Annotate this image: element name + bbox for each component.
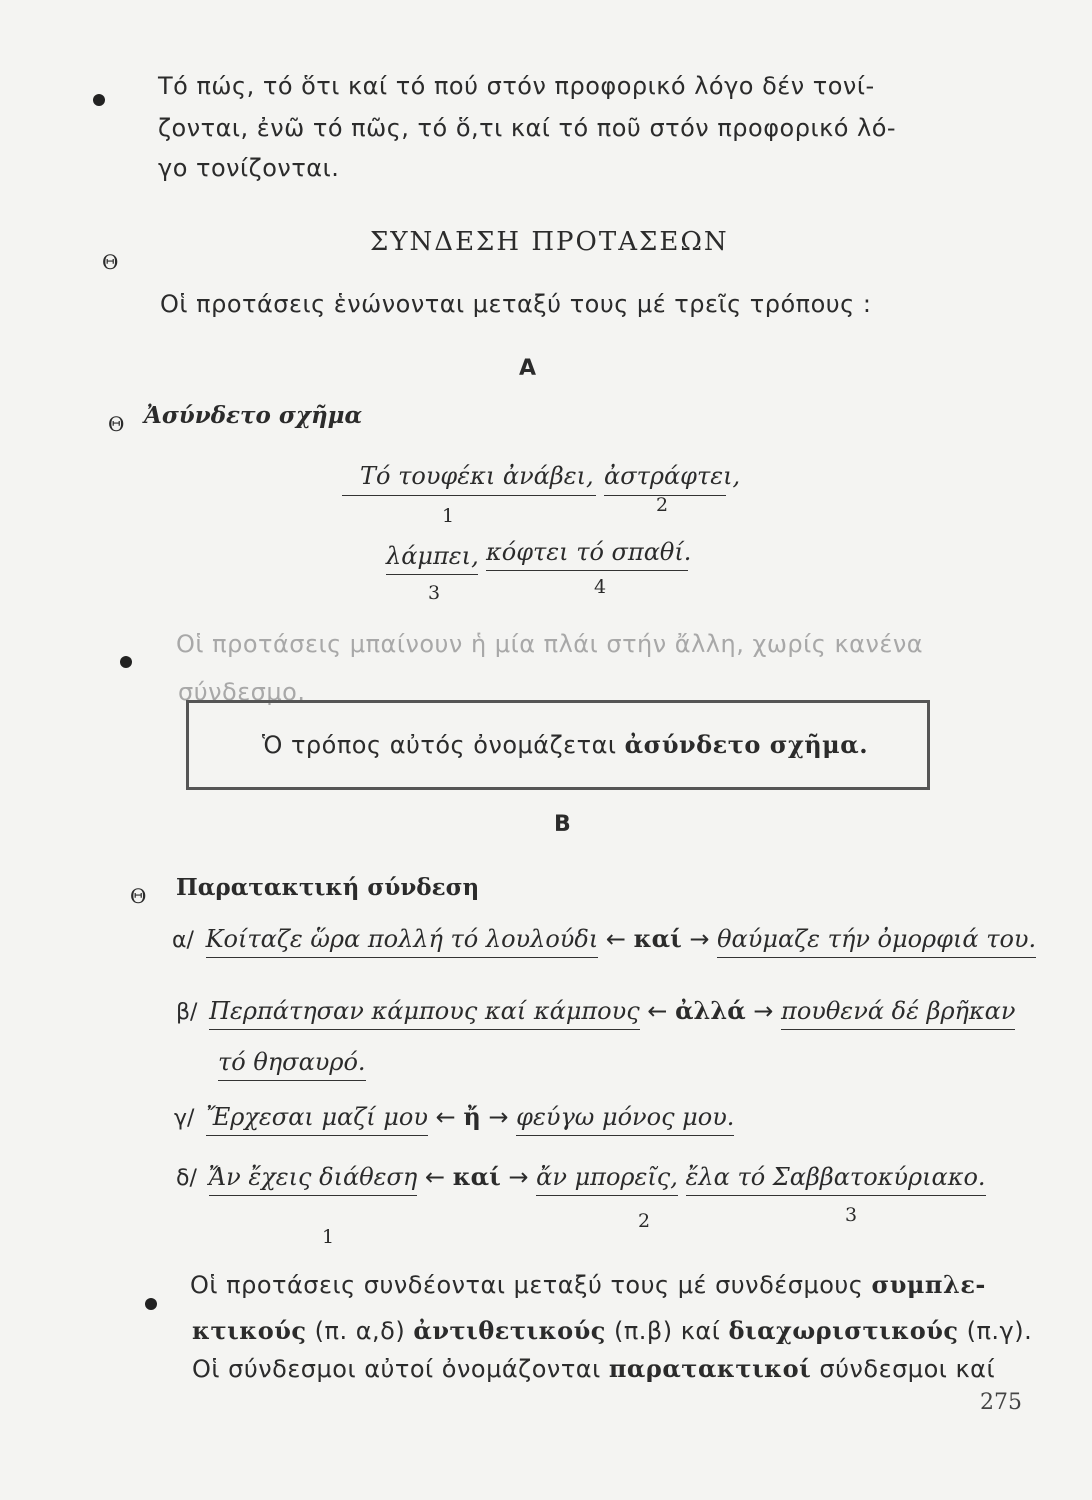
conjunction: καί xyxy=(633,924,682,953)
conjunction: καί xyxy=(452,1162,501,1191)
final-line-1 xyxy=(190,1270,986,1299)
asyndeton-clause-4: κόφτει τό σπαθί. xyxy=(486,538,692,566)
term-adversative: ἀντιθετικούς xyxy=(413,1316,606,1345)
arrow-right: → xyxy=(753,997,774,1025)
part-b-heading: Παρατακτική σύνδεση xyxy=(176,874,480,901)
example-letter: δ/ xyxy=(176,1166,197,1191)
clause-number-3: 3 xyxy=(428,582,441,604)
clause-number-3: 3 xyxy=(845,1204,858,1226)
final-text: (π.β) καί xyxy=(605,1317,729,1345)
arrow-right: → xyxy=(488,1103,509,1131)
section-title: ΣΥΝΔΕΣΗ ΠΡΟΤΑΣΕΩΝ xyxy=(370,227,729,257)
bullet xyxy=(145,1298,157,1310)
coordinate-clause-continued: τό θησαυρό. xyxy=(218,1048,366,1081)
asyndeton-clause-1: Τό τουφέκι ἀνάβει, xyxy=(360,462,594,490)
clause-number-1: 1 xyxy=(442,505,455,527)
main-clause: Περπάτησαν κάμπους καί κάμπους xyxy=(209,997,640,1030)
conjunction: ἤ xyxy=(463,1102,481,1131)
example-alpha xyxy=(172,924,1036,953)
clause-number-2: 2 xyxy=(638,1210,651,1232)
underline-4 xyxy=(486,570,688,571)
asyndeton-note-line-1 xyxy=(176,630,923,658)
definition-text xyxy=(262,730,868,759)
part-b-marker: Θ xyxy=(130,884,147,908)
arrow-left: ← xyxy=(605,925,626,953)
arrow-right: → xyxy=(508,1163,529,1191)
final-line-3 xyxy=(192,1354,995,1383)
coordinate-clause: φεύγω μόνος μου. xyxy=(516,1103,734,1136)
asyndeton-clause-2: ἀστράφτει, xyxy=(604,462,741,490)
underline-3 xyxy=(386,574,478,575)
asyndeton-clause-3: λάμπει, xyxy=(386,542,479,570)
bullet xyxy=(93,94,105,106)
term-paratactic: παρατακτικοί xyxy=(608,1354,812,1383)
part-b-label: Β xyxy=(554,812,571,837)
final-text: Οἱ προτάσεις συνδέονται μεταξύ τους μέ συνδέσμους xyxy=(190,1271,872,1299)
clause-number-1: 1 xyxy=(322,1226,335,1248)
final-text: σύνδεσμοι καί xyxy=(811,1355,996,1383)
intro-line-2: ζονται, ἐνῶ τό πῶς, τό ὅ,τι καί τό ποῦ στόν προφορικό λό- xyxy=(158,114,897,142)
arrow-right: → xyxy=(689,925,710,953)
intro-line-3: γο τονίζονται. xyxy=(158,154,340,182)
definition-term: ἀσύνδετο σχῆμα. xyxy=(624,730,869,759)
final-line-2 xyxy=(192,1316,1032,1345)
coordinate-clause: πουθενά δέ βρῆκαν xyxy=(781,997,1015,1030)
underline-1 xyxy=(342,495,596,496)
coordinate-clause: ἔλα τό Σαββατοκύριακο. xyxy=(686,1163,986,1196)
term-copulative: συμπλε- xyxy=(871,1270,986,1299)
example-beta-continuation xyxy=(218,1048,366,1076)
coordinate-clause: ἄν μπορεῖς, xyxy=(536,1163,678,1196)
bullet xyxy=(120,656,132,668)
page-number: 275 xyxy=(980,1390,1022,1415)
conjunction: ἀλλά xyxy=(675,996,746,1025)
term-copulative-cont: κτικούς xyxy=(192,1316,307,1345)
part-a-label: Α xyxy=(519,356,537,381)
example-beta xyxy=(176,996,1015,1025)
asyndeton-note-line-2: σύνδεσμο. xyxy=(178,678,306,706)
example-letter: α/ xyxy=(172,928,194,953)
clause-number-2: 2 xyxy=(656,494,669,516)
section-marker: Θ xyxy=(102,250,119,274)
clause-number-4: 4 xyxy=(594,576,607,598)
example-delta xyxy=(176,1162,986,1191)
arrow-left: ← xyxy=(647,997,668,1025)
final-text: (π.γ). xyxy=(958,1317,1033,1345)
main-clause: Ἄν ἔχεις διάθεση xyxy=(209,1163,418,1196)
term-disjunctive: διαχωριστικούς xyxy=(728,1316,959,1345)
final-text: Οἱ σύνδεσμοι αὐτοί ὀνομάζονται xyxy=(192,1355,609,1383)
definition-plain: Ὁ τρόπος αὐτός ὀνομάζεται xyxy=(262,731,625,759)
arrow-left: ← xyxy=(424,1163,446,1191)
intro-line-1: Τό πώς, τό ὅτι καί τό πού στόν προφορικό λόγο δέν τονί- xyxy=(158,72,875,100)
part-a-marker: Θ xyxy=(108,412,125,436)
part-a-heading: Ἀσύνδετο σχῆμα xyxy=(144,402,363,429)
example-letter: γ/ xyxy=(174,1106,195,1131)
example-gamma xyxy=(174,1102,734,1131)
coordinate-clause: θαύμαζε τήν ὀμορφιά του. xyxy=(717,925,1036,958)
main-clause: Κοίταζε ὥρα πολλή τό λουλούδι xyxy=(206,925,599,958)
arrow-left: ← xyxy=(435,1103,456,1131)
section-lead: Οἱ προτάσεις ἑνώνονται μεταξύ τους μέ τρεῖς τρόπους : xyxy=(160,290,872,318)
example-letter: β/ xyxy=(176,1000,198,1025)
main-clause: Ἔρχεσαι μαζί μου xyxy=(206,1103,428,1136)
final-text: (π. α,δ) xyxy=(306,1317,414,1345)
faded-text: Οἱ προτάσεις μπαίνουν ἡ μία πλάι στήν ἄλλη, χωρίς κανένα xyxy=(176,630,924,658)
